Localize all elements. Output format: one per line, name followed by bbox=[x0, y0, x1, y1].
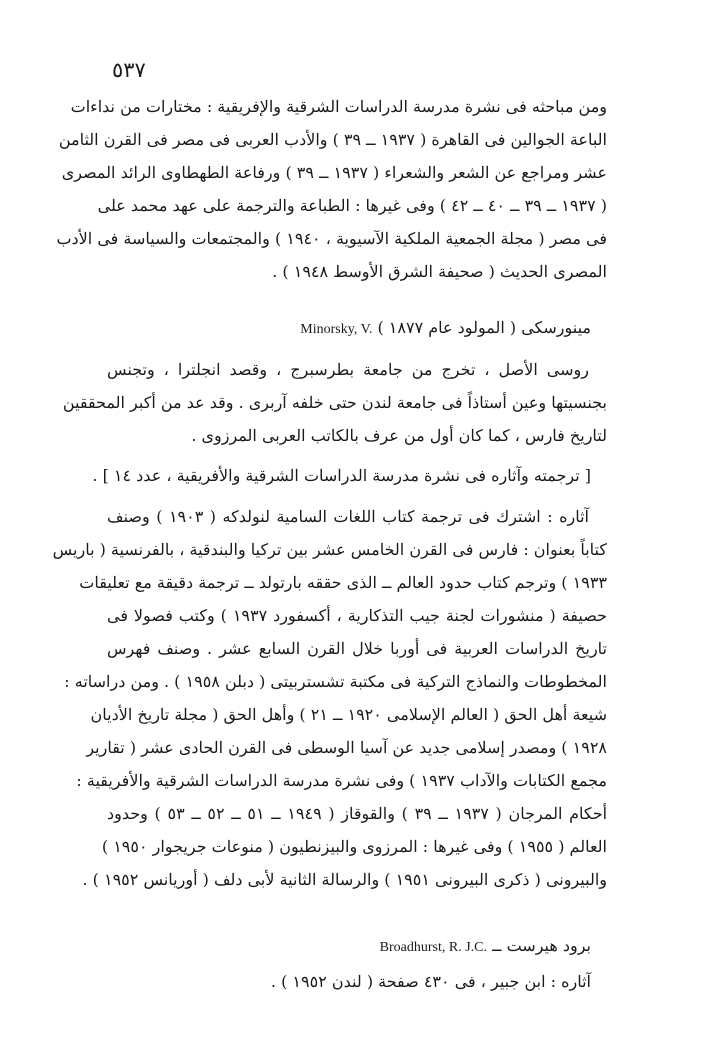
entry-heading-minorsky bbox=[300, 318, 591, 338]
entry-birth-year: ( المولود عام ١٨٧٧ ) bbox=[377, 318, 517, 337]
text-line: لتاريخ فارس ، كما كان أول من عرف بالكاتب العربى المرزوى . bbox=[191, 426, 607, 445]
text-line: العالم ( ١٩٥٥ ) وفى غيرها : المرزوى والبيزنطيون ( منوعات جريجوار ١٩٥٠ ) bbox=[101, 837, 607, 856]
entry-latin-name: Minorsky, V. bbox=[300, 322, 373, 337]
text-line: حصيفة ( منشورات لجنة جيب التذكارية ، أكسفورد ١٩٣٧ ) وكتب فصولا فى bbox=[107, 606, 607, 625]
text-line: ( ١٩٣٧ ــ ٣٩ ــ ٤٠ ــ ٤٢ ) وفى غيرها : الطباعة والترجمة على عهد محمد على bbox=[97, 196, 607, 215]
text-line: فى مصر ( مجلة الجمعية الملكية الآسيوية ، ١٩٤٠ ) والمجتمعات والسياسة فى الأدب bbox=[56, 229, 607, 248]
text-line: شيعة أهل الحق ( العالم الإسلامى ١٩٢٠ ــ ٢١ ) وأهل الحق ( مجلة تاريخ الأديان bbox=[90, 705, 607, 724]
entry-arabic-name: برود هيرست ــ bbox=[492, 936, 591, 955]
text-line: تاريخ الدراسات العربية فى أوربا خلال القرن السابع عشر . وصنف فهرس bbox=[107, 639, 608, 658]
paragraph-publications-continued bbox=[56, 90, 607, 288]
paragraph-broadhurst-works: آثاره : ابن جبير ، فى ٤٣٠ صفحة ( لندن ١٩٥٢ ) . bbox=[270, 972, 591, 991]
text-line: المصرى الحديث ( صحيفة الشرق الأوسط ١٩٤٨ ) . bbox=[272, 262, 607, 281]
text-line: والبيرونى ( ذكرى البيرونى ١٩٥١ ) والرسالة الثانية لأبى دلف ( أوريانس ١٩٥٢ ) . bbox=[82, 870, 607, 889]
page-number: ٥٣٧ bbox=[112, 58, 146, 82]
text-line: الباعة الجوالين فى القاهرة ( ١٩٣٧ ــ ٣٩ ) والأدب العربى فى مصر فى القرن الثامن bbox=[58, 130, 607, 149]
text-line: ١٩٣٣ ) وترجم كتاب حدود العالم ــ الذى حققه بارتولد ــ ترجمة دقيقة مع تعليقات bbox=[79, 573, 607, 592]
text-line: ومن مباحثه فى نشرة مدرسة الدراسات الشرقية والإفريقية : مختارات من نداءات bbox=[70, 97, 607, 116]
text-line: آثاره : اشترك فى ترجمة كتاب اللغات السامية لنولدكه ( ١٩٠٣ ) وصنف bbox=[107, 507, 589, 526]
text-line: روسى الأصل ، تخرج من جامعة بطرسبرج ، وقصد انجلترا ، وتجنس bbox=[107, 360, 589, 379]
text-line: مجمع الكتابات والآداب ١٩٣٧ ) وفى نشرة مدرسة الدراسات الشرقية والأفريقية : bbox=[76, 771, 607, 790]
entry-arabic-name: مينورسكى bbox=[521, 318, 591, 337]
text-line: عشر ومراجع عن الشعر والشعراء ( ١٩٣٧ ــ ٣٩ ) ورفاعة الطهطاوى الرائد المصرى bbox=[61, 163, 607, 182]
text-line: بجنسيتها وعين أستاذاً فى جامعة لندن حتى خلفه آربرى . وقد عد من أكبر المحققين bbox=[62, 393, 607, 412]
text-line: ١٩٢٨ ) ومصدر إسلامى جديد عن آسيا الوسطى فى القرن الحادى عشر ( تقارير bbox=[86, 738, 607, 757]
text-line: المخطوطات والنماذج التركية فى مكتبة تشستربيتى ( دبلن ١٩٥٨ ) . ومن دراساته : bbox=[64, 672, 607, 691]
entry-heading-broadhurst bbox=[380, 936, 591, 956]
paragraph-works bbox=[52, 500, 608, 896]
reference-note: [ ترجمته وآثاره فى نشرة مدرسة الدراسات الشرقية والأفريقية ، عدد ١٤ ] . bbox=[92, 466, 591, 485]
paragraph-biography bbox=[62, 353, 607, 452]
text-line: أحكام المرجان ( ١٩٣٧ ــ ٣٩ ) والقوقاز ( ١٩٤٩ ــ ٥١ ــ ٥٢ ــ ٥٣ ) وحدود bbox=[107, 804, 608, 823]
entry-latin-name: Broadhurst, R. J.C. bbox=[379, 940, 488, 955]
text-line: كتاباً بعنوان : فارس فى القرن الخامس عشر بين تركيا والبندقية ، بالفرنسية ( باريس bbox=[52, 540, 607, 559]
